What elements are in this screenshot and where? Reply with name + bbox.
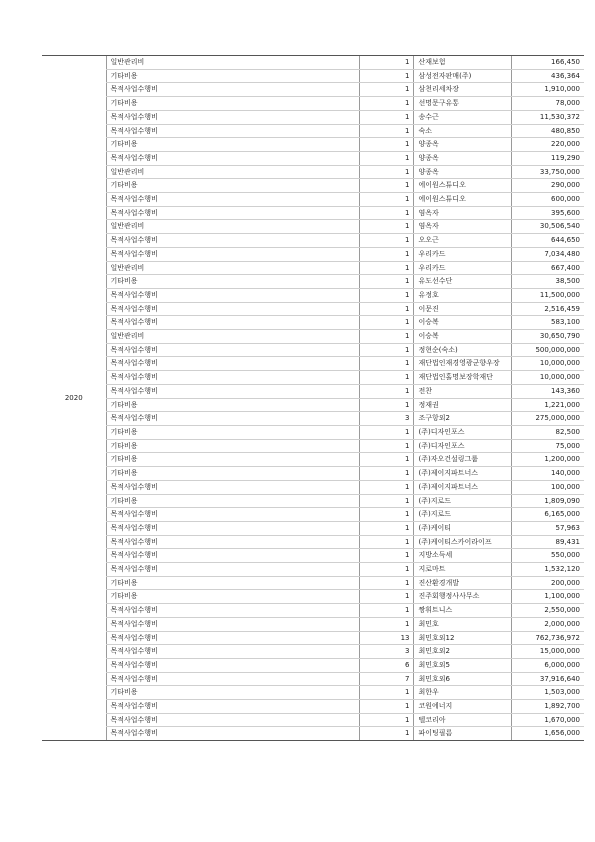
table-row <box>42 220 584 234</box>
vendor-cell: 재단법인재경영광군향우장 <box>413 357 511 371</box>
vendor-cell: 양종옥 <box>413 138 511 152</box>
category-cell: 목적사업수행비 <box>106 645 359 659</box>
amount-cell: 600,000 <box>511 193 584 207</box>
category-cell: 목적사업수행비 <box>106 316 359 330</box>
vendor-cell: 염옥자 <box>413 206 511 220</box>
category-cell: 목적사업수행비 <box>106 631 359 645</box>
quantity-cell: 1 <box>359 576 413 590</box>
vendor-cell: 우리카드 <box>413 247 511 261</box>
vendor-cell: (주)지로드 <box>413 494 511 508</box>
quantity-cell: 1 <box>359 69 413 83</box>
category-cell: 목적사업수행비 <box>106 700 359 714</box>
quantity-cell: 3 <box>359 645 413 659</box>
table-row <box>42 69 584 83</box>
vendor-cell: 진주회행정사사무소 <box>413 590 511 604</box>
amount-cell: 89,431 <box>511 535 584 549</box>
amount-cell: 119,290 <box>511 151 584 165</box>
quantity-cell: 13 <box>359 631 413 645</box>
quantity-cell: 1 <box>359 138 413 152</box>
vendor-cell: (주)지로드 <box>413 508 511 522</box>
amount-cell: 220,000 <box>511 138 584 152</box>
amount-cell: 11,530,372 <box>511 110 584 124</box>
category-cell: 기타비용 <box>106 97 359 111</box>
vendor-cell: 송수근 <box>413 110 511 124</box>
table-row <box>42 247 584 261</box>
amount-cell: 762,736,972 <box>511 631 584 645</box>
table-row <box>42 521 584 535</box>
amount-cell: 30,506,540 <box>511 220 584 234</box>
vendor-cell: (주)케이티스카이라이프 <box>413 535 511 549</box>
category-cell: 일반관리비 <box>106 165 359 179</box>
amount-cell: 166,450 <box>511 56 584 70</box>
quantity-cell: 1 <box>359 302 413 316</box>
table-row <box>42 590 584 604</box>
table-row <box>42 110 584 124</box>
vendor-cell: 양종옥 <box>413 151 511 165</box>
vendor-cell: 최민호 <box>413 617 511 631</box>
category-cell: 목적사업수행비 <box>106 193 359 207</box>
amount-cell: 2,516,459 <box>511 302 584 316</box>
table-row <box>42 357 584 371</box>
table-row <box>42 467 584 481</box>
category-cell: 목적사업수행비 <box>106 83 359 97</box>
table-row <box>42 686 584 700</box>
quantity-cell: 1 <box>359 398 413 412</box>
quantity-cell: 1 <box>359 343 413 357</box>
table-row <box>42 179 584 193</box>
vendor-cell: 오오근 <box>413 234 511 248</box>
table-row <box>42 302 584 316</box>
category-cell: 기타비용 <box>106 398 359 412</box>
vendor-cell: 정재권 <box>413 398 511 412</box>
category-cell: 목적사업수행비 <box>106 672 359 686</box>
category-cell: 일반관리비 <box>106 56 359 70</box>
category-cell: 기타비용 <box>106 138 359 152</box>
category-cell: 목적사업수행비 <box>106 604 359 618</box>
amount-cell: 436,364 <box>511 69 584 83</box>
vendor-cell: 최민호외12 <box>413 631 511 645</box>
table-row <box>42 658 584 672</box>
vendor-cell: 짱휘트니스 <box>413 604 511 618</box>
table-row <box>42 165 584 179</box>
quantity-cell: 1 <box>359 604 413 618</box>
table-row <box>42 508 584 522</box>
amount-cell: 10,000,000 <box>511 357 584 371</box>
quantity-cell: 1 <box>359 97 413 111</box>
quantity-cell: 1 <box>359 316 413 330</box>
amount-cell: 143,360 <box>511 384 584 398</box>
category-cell: 목적사업수행비 <box>106 658 359 672</box>
quantity-cell: 6 <box>359 658 413 672</box>
amount-cell: 1,221,000 <box>511 398 584 412</box>
category-cell: 목적사업수행비 <box>106 521 359 535</box>
amount-cell: 200,000 <box>511 576 584 590</box>
category-cell: 목적사업수행비 <box>106 535 359 549</box>
amount-cell: 1,892,700 <box>511 700 584 714</box>
quantity-cell: 1 <box>359 151 413 165</box>
table-row <box>42 631 584 645</box>
vendor-cell: 양종옥 <box>413 165 511 179</box>
category-cell: 목적사업수행비 <box>106 508 359 522</box>
table-row <box>42 576 584 590</box>
table-row <box>42 549 584 563</box>
amount-cell: 7,034,480 <box>511 247 584 261</box>
quantity-cell: 1 <box>359 480 413 494</box>
amount-cell: 1,910,000 <box>511 83 584 97</box>
amount-cell: 1,656,000 <box>511 727 584 741</box>
table-row <box>42 83 584 97</box>
table-row <box>42 727 584 741</box>
table-row <box>42 151 584 165</box>
amount-cell: 10,000,000 <box>511 371 584 385</box>
table-row <box>42 288 584 302</box>
category-cell: 기타비용 <box>106 467 359 481</box>
table-row <box>42 206 584 220</box>
category-cell: 목적사업수행비 <box>106 371 359 385</box>
category-cell: 일반관리비 <box>106 261 359 275</box>
table-row <box>42 138 584 152</box>
quantity-cell: 1 <box>359 590 413 604</box>
amount-cell: 644,650 <box>511 234 584 248</box>
quantity-cell: 1 <box>359 371 413 385</box>
quantity-cell: 1 <box>359 261 413 275</box>
amount-cell: 1,200,000 <box>511 453 584 467</box>
quantity-cell: 1 <box>359 494 413 508</box>
quantity-cell: 1 <box>359 330 413 344</box>
table-row <box>42 261 584 275</box>
vendor-cell: 유도선수단 <box>413 275 511 289</box>
quantity-cell: 1 <box>359 220 413 234</box>
category-cell: 목적사업수행비 <box>106 357 359 371</box>
vendor-cell: (주)자오건설링그룹 <box>413 453 511 467</box>
table-row <box>42 713 584 727</box>
table-row <box>42 56 584 70</box>
quantity-cell: 1 <box>359 686 413 700</box>
quantity-cell: 1 <box>359 384 413 398</box>
vendor-cell: 최민호외6 <box>413 672 511 686</box>
table-row <box>42 275 584 289</box>
vendor-cell: 최민호외5 <box>413 658 511 672</box>
amount-cell: 1,809,090 <box>511 494 584 508</box>
amount-cell: 33,750,000 <box>511 165 584 179</box>
table-row <box>42 412 584 426</box>
expense-ledger-table <box>42 55 584 741</box>
category-cell: 목적사업수행비 <box>106 412 359 426</box>
quantity-cell: 1 <box>359 247 413 261</box>
vendor-cell: 유정호 <box>413 288 511 302</box>
vendor-cell: 최민호외2 <box>413 645 511 659</box>
amount-cell: 480,850 <box>511 124 584 138</box>
category-cell: 목적사업수행비 <box>106 563 359 577</box>
quantity-cell: 1 <box>359 179 413 193</box>
category-cell: 기타비용 <box>106 494 359 508</box>
amount-cell: 37,916,640 <box>511 672 584 686</box>
category-cell: 기타비용 <box>106 576 359 590</box>
quantity-cell: 1 <box>359 713 413 727</box>
quantity-cell: 1 <box>359 110 413 124</box>
vendor-cell: 지방소득세 <box>413 549 511 563</box>
category-cell: 기타비용 <box>106 179 359 193</box>
vendor-cell: 텔코리아 <box>413 713 511 727</box>
amount-cell: 57,963 <box>511 521 584 535</box>
amount-cell: 140,000 <box>511 467 584 481</box>
vendor-cell: 삼성전자판매(주) <box>413 69 511 83</box>
vendor-cell: 선명문구유통 <box>413 97 511 111</box>
quantity-cell: 3 <box>359 412 413 426</box>
amount-cell: 82,500 <box>511 425 584 439</box>
vendor-cell: 코원에너지 <box>413 700 511 714</box>
table-row <box>42 453 584 467</box>
category-cell: 목적사업수행비 <box>106 713 359 727</box>
amount-cell: 550,000 <box>511 549 584 563</box>
table-row <box>42 480 584 494</box>
vendor-cell: 이승복 <box>413 330 511 344</box>
quantity-cell: 1 <box>359 275 413 289</box>
vendor-cell: 에이원스튜디오 <box>413 193 511 207</box>
category-cell: 기타비용 <box>106 590 359 604</box>
category-cell: 기타비용 <box>106 453 359 467</box>
amount-cell: 583,100 <box>511 316 584 330</box>
category-cell: 목적사업수행비 <box>106 343 359 357</box>
quantity-cell: 1 <box>359 467 413 481</box>
quantity-cell: 1 <box>359 206 413 220</box>
quantity-cell: 1 <box>359 549 413 563</box>
vendor-cell: 최한우 <box>413 686 511 700</box>
vendor-cell: (주)제이지파트너스 <box>413 480 511 494</box>
category-cell: 목적사업수행비 <box>106 288 359 302</box>
quantity-cell: 1 <box>359 617 413 631</box>
table-row <box>42 563 584 577</box>
quantity-cell: 1 <box>359 83 413 97</box>
quantity-cell: 7 <box>359 672 413 686</box>
category-cell: 기타비용 <box>106 275 359 289</box>
table-row <box>42 193 584 207</box>
amount-cell: 1,532,120 <box>511 563 584 577</box>
amount-cell: 38,500 <box>511 275 584 289</box>
table-row <box>42 234 584 248</box>
table-row <box>42 316 584 330</box>
vendor-cell: 진산환경개발 <box>413 576 511 590</box>
table-row <box>42 97 584 111</box>
table-row <box>42 645 584 659</box>
table-row <box>42 617 584 631</box>
vendor-cell: (주)케이티 <box>413 521 511 535</box>
table-row <box>42 384 584 398</box>
amount-cell: 290,000 <box>511 179 584 193</box>
quantity-cell: 1 <box>359 535 413 549</box>
category-cell: 기타비용 <box>106 439 359 453</box>
amount-cell: 500,000,000 <box>511 343 584 357</box>
quantity-cell: 1 <box>359 357 413 371</box>
category-cell: 목적사업수행비 <box>106 384 359 398</box>
category-cell: 일반관리비 <box>106 330 359 344</box>
quantity-cell: 1 <box>359 234 413 248</box>
vendor-cell: 이문진 <box>413 302 511 316</box>
amount-cell: 667,400 <box>511 261 584 275</box>
quantity-cell: 1 <box>359 700 413 714</box>
year-cell: 2020 <box>42 56 106 741</box>
category-cell: 일반관리비 <box>106 220 359 234</box>
amount-cell: 1,100,000 <box>511 590 584 604</box>
vendor-cell: 파이팅필름 <box>413 727 511 741</box>
category-cell: 기타비용 <box>106 686 359 700</box>
amount-cell: 11,500,000 <box>511 288 584 302</box>
vendor-cell: 산재보험 <box>413 56 511 70</box>
vendor-cell: 숙소 <box>413 124 511 138</box>
amount-cell: 1,670,000 <box>511 713 584 727</box>
quantity-cell: 1 <box>359 439 413 453</box>
category-cell: 목적사업수행비 <box>106 549 359 563</box>
category-cell: 목적사업수행비 <box>106 110 359 124</box>
category-cell: 목적사업수행비 <box>106 234 359 248</box>
vendor-cell: 에이원스튜디오 <box>413 179 511 193</box>
category-cell: 목적사업수행비 <box>106 302 359 316</box>
vendor-cell: 염옥자 <box>413 220 511 234</box>
quantity-cell: 1 <box>359 288 413 302</box>
table-row <box>42 343 584 357</box>
vendor-cell: (주)디자인포스 <box>413 425 511 439</box>
category-cell: 목적사업수행비 <box>106 617 359 631</box>
category-cell: 기타비용 <box>106 69 359 83</box>
amount-cell: 15,000,000 <box>511 645 584 659</box>
amount-cell: 275,000,000 <box>511 412 584 426</box>
quantity-cell: 1 <box>359 563 413 577</box>
quantity-cell: 1 <box>359 425 413 439</box>
amount-cell: 2,000,000 <box>511 617 584 631</box>
amount-cell: 395,600 <box>511 206 584 220</box>
quantity-cell: 1 <box>359 521 413 535</box>
vendor-cell: 재단법인홀명보장학재단 <box>413 371 511 385</box>
category-cell: 목적사업수행비 <box>106 247 359 261</box>
vendor-cell: 조구항외2 <box>413 412 511 426</box>
table-row <box>42 124 584 138</box>
category-cell: 기타비용 <box>106 425 359 439</box>
table-row <box>42 398 584 412</box>
table-row <box>42 700 584 714</box>
quantity-cell: 1 <box>359 727 413 741</box>
vendor-cell: (주)디자인포스 <box>413 439 511 453</box>
vendor-cell: (주)제이지파트너스 <box>413 467 511 481</box>
table-row <box>42 330 584 344</box>
vendor-cell: 정현순(숙소) <box>413 343 511 357</box>
ledger-body <box>42 56 584 741</box>
table-row <box>42 672 584 686</box>
amount-cell: 100,000 <box>511 480 584 494</box>
category-cell: 목적사업수행비 <box>106 480 359 494</box>
vendor-cell: 삼천리세차장 <box>413 83 511 97</box>
quantity-cell: 1 <box>359 193 413 207</box>
category-cell: 목적사업수행비 <box>106 124 359 138</box>
vendor-cell: 지로마트 <box>413 563 511 577</box>
vendor-cell: 이승복 <box>413 316 511 330</box>
category-cell: 목적사업수행비 <box>106 727 359 741</box>
table-row <box>42 425 584 439</box>
amount-cell: 75,000 <box>511 439 584 453</box>
quantity-cell: 1 <box>359 453 413 467</box>
amount-cell: 6,000,000 <box>511 658 584 672</box>
category-cell: 목적사업수행비 <box>106 151 359 165</box>
quantity-cell: 1 <box>359 165 413 179</box>
amount-cell: 2,550,000 <box>511 604 584 618</box>
category-cell: 목적사업수행비 <box>106 206 359 220</box>
table-row <box>42 494 584 508</box>
quantity-cell: 1 <box>359 124 413 138</box>
amount-cell: 78,000 <box>511 97 584 111</box>
vendor-cell: 우리카드 <box>413 261 511 275</box>
table-row <box>42 535 584 549</box>
amount-cell: 30,650,790 <box>511 330 584 344</box>
quantity-cell: 1 <box>359 56 413 70</box>
amount-cell: 6,165,000 <box>511 508 584 522</box>
quantity-cell: 1 <box>359 508 413 522</box>
table-row <box>42 439 584 453</box>
vendor-cell: 전찬 <box>413 384 511 398</box>
table-row <box>42 604 584 618</box>
amount-cell: 1,503,000 <box>511 686 584 700</box>
table-row <box>42 371 584 385</box>
